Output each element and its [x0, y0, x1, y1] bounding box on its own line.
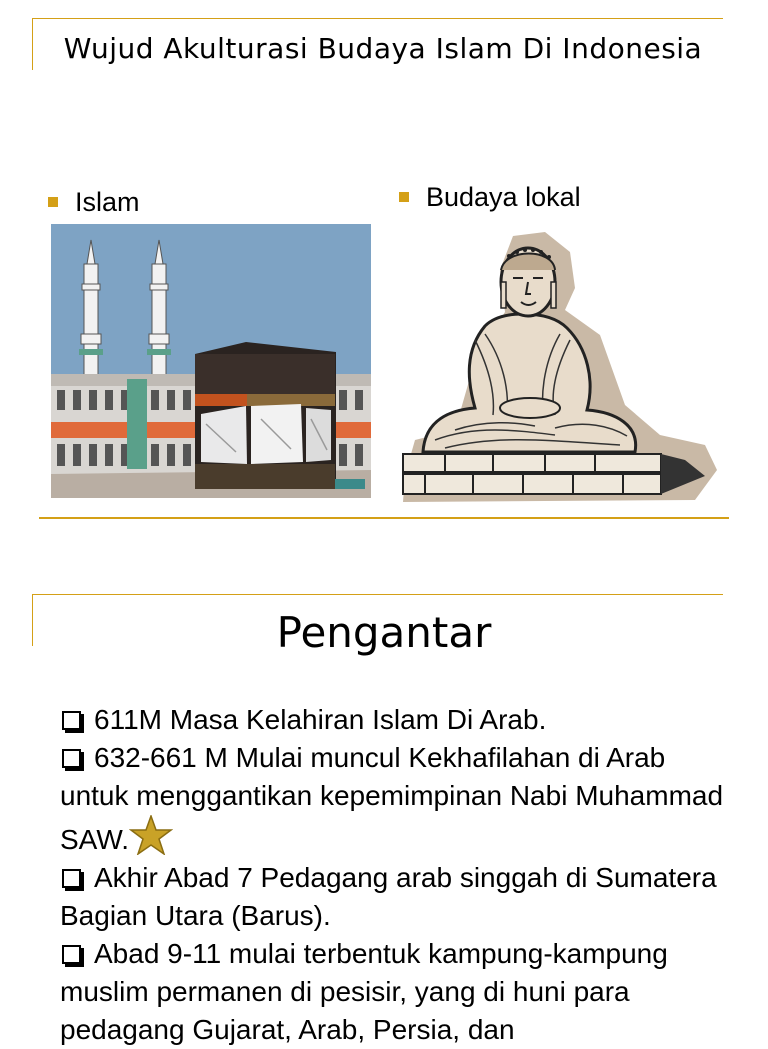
- checkbox-bullet-icon: [62, 711, 81, 730]
- slide-pengantar: [0, 585, 768, 1045]
- checkbox-bullet-icon: [62, 869, 81, 888]
- gold-star-icon: [129, 815, 173, 855]
- slide-divider: [39, 517, 729, 519]
- checkbox-bullet-icon: [62, 749, 81, 768]
- bullet-budaya-lokal: [399, 181, 581, 213]
- bullet-islam: [48, 186, 140, 218]
- square-bullet-icon: [399, 192, 409, 202]
- square-bullet-icon: [48, 197, 58, 207]
- list-item: [60, 701, 740, 739]
- list-item-text: 611M Masa Kelahiran Islam Di Arab.: [94, 704, 547, 735]
- title-border-top: [32, 594, 723, 595]
- bullet-label: Budaya lokal: [426, 182, 581, 212]
- bullet-label: Islam: [75, 187, 140, 217]
- list-item: [60, 739, 740, 859]
- title-border-left: [32, 18, 33, 70]
- kaaba-illustration: [51, 224, 371, 498]
- list-item: [60, 859, 740, 935]
- intro-list: [60, 701, 740, 1049]
- list-item-text: 632-661 M Mulai muncul Kekhafilahan di Arab untuk menggantikan kepemimpinan Nabi Muhammad SAW.: [60, 742, 724, 855]
- title-border-top: [32, 18, 723, 19]
- list-item-text: Abad 9-11 mulai terbentuk kampung-kampung muslim permanen di pesisir, yang di huni para pedagang Gujarat, Arab, Persia, dan: [60, 938, 668, 1045]
- buddha-statue-illustration: [395, 230, 719, 504]
- list-item-text: Akhir Abad 7 Pedagang arab singgah di Sumatera Bagian Utara (Barus).: [60, 862, 717, 931]
- list-item: [60, 935, 740, 1049]
- slide-title: Wujud Akulturasi Budaya Islam Di Indonesia: [63, 32, 703, 65]
- slide-title: Pengantar: [276, 608, 492, 657]
- checkbox-bullet-icon: [62, 945, 81, 964]
